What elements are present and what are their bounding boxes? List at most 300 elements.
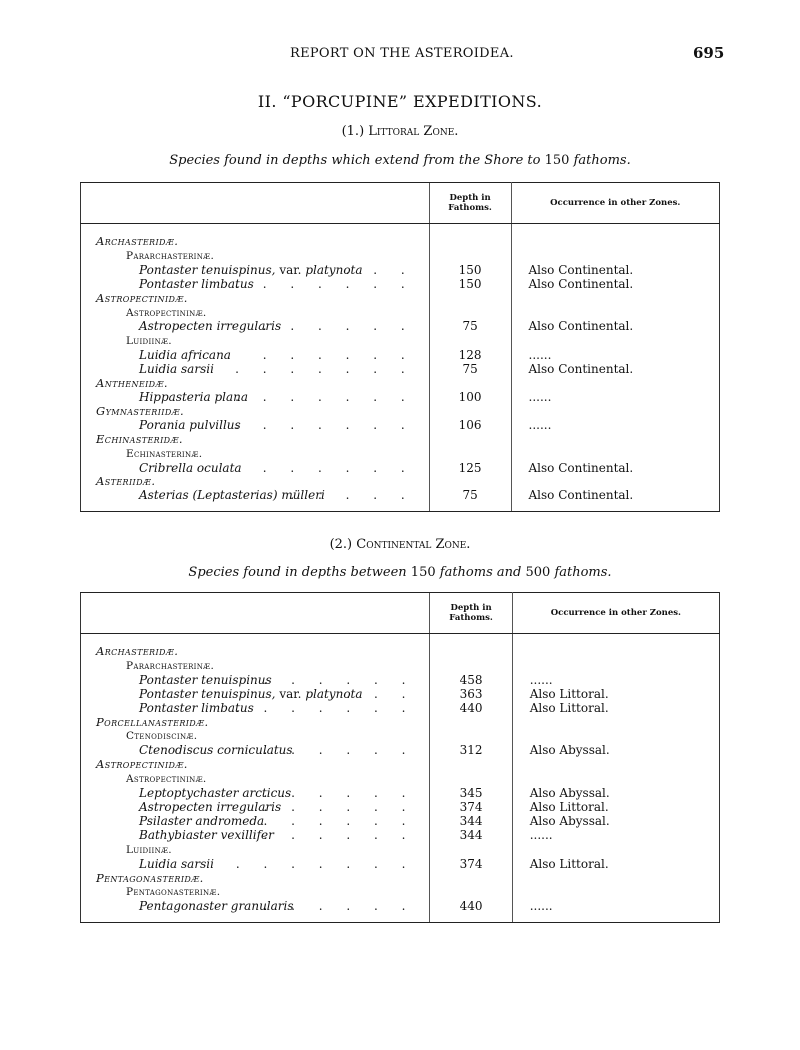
occurrence-cell: [511, 278, 719, 292]
zone1-number: (1.): [341, 124, 365, 139]
name-cell: [81, 744, 430, 758]
name-cell: [81, 729, 430, 744]
species-row: [81, 787, 720, 801]
depth-value: 100: [458, 389, 482, 404]
name-cell: [81, 659, 430, 674]
occurrence-column-header: Occurrence in other Zones.: [511, 183, 719, 224]
species-binomial: Astropecten irregularis: [139, 319, 282, 334]
species-row: [81, 815, 720, 829]
depth-value: 75: [462, 362, 478, 377]
name-cell: [81, 858, 430, 872]
continental-table-body: [81, 634, 720, 923]
species-binomial: Pontaster tenuispinus: [139, 672, 272, 687]
zone2-number: (2.): [329, 537, 353, 552]
species-name: [81, 673, 272, 687]
depth-cell: [429, 489, 511, 503]
family-name: Echinasteridæ.: [96, 431, 183, 446]
zone2-title: [0, 537, 800, 552]
depth-cell: [429, 334, 511, 349]
occurrence-cell: [511, 391, 719, 405]
depth-value: 125: [458, 460, 482, 475]
name-cell: [81, 363, 430, 377]
family-row: [81, 235, 720, 249]
species-binomial: Ctenodiscus corniculatus: [139, 743, 293, 758]
dot-leader: . . . . . .: [263, 672, 416, 687]
occurrence-cell: [511, 377, 719, 391]
species-row: [81, 363, 720, 377]
end-cell: [512, 914, 719, 923]
subfamily-row: [81, 772, 720, 787]
name-cell: [81, 264, 430, 278]
subfamily-name: Astropectininæ.: [126, 306, 207, 319]
zone2-caption-part2: fathoms and: [439, 565, 522, 580]
species-binomial: Luidia sarsii: [139, 362, 214, 377]
dot-leader: . . . . . .: [263, 786, 416, 801]
occurrence-cell: [511, 249, 719, 264]
zone2-name: Continental Zone.: [356, 537, 471, 552]
spacer-cell: [511, 224, 719, 236]
species-name: [81, 899, 294, 913]
species-row: [81, 419, 720, 433]
family-name: Astropectinidæ.: [96, 757, 188, 772]
depth-cell: [430, 645, 512, 659]
occurrence-cell: [511, 489, 719, 503]
occurrence-value: Also Continental.: [528, 276, 634, 291]
depth-cell: [429, 278, 511, 292]
species-name: [81, 277, 254, 291]
species-name: [81, 362, 214, 376]
depth-header-line2: Fathoms.: [448, 203, 492, 213]
spacer-cell: [512, 634, 719, 646]
variety-label: var.: [279, 686, 302, 701]
depth-cell: [430, 815, 512, 829]
occurrence-cell: [512, 645, 719, 659]
subfamily-row: [81, 249, 720, 264]
name-cell: [81, 716, 430, 730]
dot-leader: . . . . . . .: [235, 389, 415, 404]
dot-leader: . . . . . .: [262, 348, 415, 363]
family-row: [81, 758, 720, 772]
zone2-caption-part1: Species found in depths between: [188, 565, 407, 580]
occurrence-cell: [512, 674, 719, 688]
depth-cell: [430, 772, 512, 787]
name-cell: [81, 278, 430, 292]
species-binomial: Pentagonaster granularis: [139, 899, 294, 914]
subfamily-row: [81, 334, 720, 349]
species-name: [81, 828, 274, 842]
table-header-row: [81, 593, 720, 634]
depth-cell: [429, 447, 511, 462]
name-cell: [81, 419, 430, 433]
species-column-header: [81, 593, 430, 634]
depth-header-line1: Depth in: [450, 603, 492, 613]
subfamily-row: [81, 843, 720, 858]
occurrence-value: ......: [528, 389, 552, 404]
subfamily-name: Luidiinæ.: [126, 843, 172, 856]
dot-leader: . . . . . . .: [235, 856, 416, 871]
depth-value: 345: [459, 786, 483, 801]
occurrence-value: Also Abyssal.: [529, 786, 610, 801]
continental-zone-table: [80, 592, 720, 923]
occurrence-cell: [511, 292, 719, 306]
name-cell: [81, 292, 430, 306]
occurrence-cell: [512, 772, 719, 787]
species-name: [81, 814, 264, 828]
species-binomial: Leptoptychaster arcticus: [139, 786, 292, 801]
dot-leader: . . . . . .: [263, 899, 416, 914]
depth-cell: [429, 391, 511, 405]
occurrence-value: ......: [528, 348, 552, 363]
family-row: [81, 377, 720, 391]
occurrence-cell: [512, 843, 719, 858]
name-cell: [81, 306, 430, 321]
occurrence-value: Also Continental.: [528, 362, 634, 377]
depth-cell: [429, 405, 511, 419]
zone2-caption-num2: 500: [525, 565, 551, 580]
end-cell: [429, 503, 511, 512]
species-row: [81, 278, 720, 292]
species-row: [81, 349, 720, 363]
name-cell: [81, 320, 430, 334]
name-cell: [81, 462, 430, 476]
occurrence-cell: [512, 829, 719, 843]
species-binomial: Luidia africana: [139, 348, 231, 363]
occurrence-value: Also Abyssal.: [529, 743, 610, 758]
occurrence-value: Also Abyssal.: [529, 813, 610, 828]
family-row: [81, 872, 720, 886]
depth-value: 128: [458, 348, 482, 363]
occurrence-cell: [511, 363, 719, 377]
subfamily-row: [81, 306, 720, 321]
name-cell: [81, 688, 430, 702]
species-row: [81, 391, 720, 405]
occurrence-cell: [511, 264, 719, 278]
species-binomial: Bathybiaster vexillifer: [139, 827, 274, 842]
occurrence-value: ......: [529, 672, 553, 687]
name-cell: [81, 885, 430, 900]
occurrence-value: Also Continental.: [528, 262, 634, 277]
occurrence-cell: [512, 900, 719, 914]
species-name: [81, 857, 214, 871]
zone1-title: [0, 124, 800, 139]
depth-cell: [429, 249, 511, 264]
depth-value: 363: [459, 686, 483, 701]
depth-value: 458: [459, 672, 483, 687]
occurrence-cell: [512, 815, 719, 829]
occurrence-value: ......: [529, 827, 553, 842]
family-name: Archasteridæ.: [96, 234, 179, 248]
species-row: [81, 744, 720, 758]
dot-leader: . . . . . . .: [235, 276, 415, 291]
species-name: [81, 800, 281, 814]
dot-leader: . . . . . . .: [235, 700, 416, 715]
depth-cell: [429, 235, 511, 249]
depth-column-header: [430, 593, 512, 634]
occurrence-cell: [512, 729, 719, 744]
dot-leader: . . . . . . .: [235, 362, 415, 377]
end-cell: [81, 914, 430, 923]
species-binomial: Pontaster limbatus: [139, 276, 254, 291]
occurrence-value: ......: [529, 899, 553, 914]
dot-leader: . . .: [346, 686, 416, 701]
family-name: Gymnasteriidæ.: [96, 403, 185, 418]
occurrence-cell: [511, 349, 719, 363]
subfamily-name: Astropectininæ.: [126, 773, 207, 786]
species-row: [81, 858, 720, 872]
end-row: [81, 914, 720, 923]
occurrence-cell: [512, 716, 719, 730]
depth-cell: [429, 462, 511, 476]
family-row: [81, 405, 720, 419]
depth-value: 75: [462, 488, 478, 503]
name-cell: [81, 843, 430, 858]
occurrence-cell: [511, 433, 719, 447]
family-name: Pentagonasteridæ.: [96, 870, 204, 885]
depth-value: 374: [459, 856, 483, 871]
dot-leader: . . . . . .: [263, 813, 416, 828]
name-cell: [81, 334, 430, 349]
depth-cell: [430, 801, 512, 815]
occurrence-value: Also Littoral.: [529, 686, 609, 701]
zone1-name: Littoral Zone.: [368, 124, 459, 139]
zone2-caption-part3: fathoms.: [554, 565, 612, 580]
species-name: [81, 263, 363, 277]
name-cell: [81, 702, 430, 716]
occurrence-cell: [512, 872, 719, 886]
occurrence-cell: [512, 787, 719, 801]
dot-leader: . . .: [345, 262, 415, 277]
dot-leader: . . . . .: [290, 488, 415, 503]
occurrence-value: ......: [528, 417, 552, 432]
occurrence-cell: [511, 419, 719, 433]
subfamily-name: Pararchasterinæ.: [126, 659, 215, 672]
species-row: [81, 829, 720, 843]
species-row: [81, 801, 720, 815]
occurrence-value: Also Littoral.: [529, 700, 609, 715]
species-binomial: Pontaster tenuispinus,: [139, 262, 276, 277]
species-row: [81, 688, 720, 702]
name-cell: [81, 829, 430, 843]
family-row: [81, 292, 720, 306]
family-name: Antheneidæ.: [96, 376, 168, 391]
depth-header-line1: Depth in: [449, 193, 491, 203]
occurrence-cell: [511, 334, 719, 349]
subfamily-name: Pentagonasterinæ.: [126, 886, 221, 899]
species-row: [81, 674, 720, 688]
species-row: [81, 264, 720, 278]
species-binomial: Pontaster limbatus: [139, 700, 254, 715]
occurrence-cell: [512, 702, 719, 716]
littoral-table-body: [81, 224, 720, 512]
occurrence-value: Also Littoral.: [529, 799, 609, 814]
subfamily-row: [81, 885, 720, 900]
end-cell: [430, 914, 512, 923]
family-name: Porcellanasteridæ.: [96, 714, 209, 729]
subfamily-name: Luidiinæ.: [126, 335, 172, 348]
end-cell: [511, 503, 719, 512]
family-name: Astropectinidæ.: [96, 290, 188, 305]
depth-value: 106: [458, 417, 482, 432]
variety-label: var.: [279, 262, 302, 277]
zone2-caption-num1: 150: [410, 565, 436, 580]
species-row: [81, 462, 720, 476]
page-header: [0, 40, 800, 64]
species-binomial: Asterias (Leptasterias) mülleri: [139, 488, 325, 503]
name-cell: [81, 235, 430, 249]
depth-cell: [429, 306, 511, 321]
depth-cell: [429, 363, 511, 377]
species-row: [81, 489, 720, 503]
family-row: [81, 475, 720, 489]
depth-cell: [430, 872, 512, 886]
dot-leader: . . . . . .: [263, 799, 416, 814]
species-binomial: Cribrella oculata: [139, 460, 242, 475]
occurrence-value: Also Continental.: [528, 488, 634, 503]
subfamily-name: Pararchasterinæ.: [126, 249, 215, 262]
table-header-row: [81, 183, 720, 224]
name-cell: [81, 433, 430, 447]
name-cell: [81, 475, 430, 489]
family-name: Asteriidæ.: [96, 474, 156, 489]
depth-value: 344: [459, 827, 483, 842]
family-name: Archasteridæ.: [96, 644, 179, 658]
species-name: [81, 461, 242, 475]
depth-value: 344: [459, 813, 483, 828]
species-row: [81, 900, 720, 914]
depth-cell: [430, 829, 512, 843]
depth-cell: [430, 702, 512, 716]
zone1-caption-part1: Species found in depths which extend from the Shore to: [169, 153, 541, 168]
species-row: [81, 702, 720, 716]
depth-cell: [430, 716, 512, 730]
species-name: [81, 786, 291, 800]
depth-value: 75: [462, 319, 478, 334]
depth-value: 312: [459, 743, 483, 758]
occurrence-cell: [512, 659, 719, 674]
dot-leader: . . . . . .: [263, 827, 416, 842]
subfamily-name: Echinasterinæ.: [126, 447, 203, 460]
zone2-caption: [0, 565, 800, 580]
zone1-caption: [0, 153, 800, 168]
dot-leader: . . . . . .: [262, 460, 415, 475]
species-binomial: Luidia sarsii: [139, 856, 214, 871]
species-row: [81, 320, 720, 334]
name-cell: [81, 391, 430, 405]
running-head: REPORT ON THE ASTEROIDEA.: [290, 46, 514, 61]
depth-cell: [429, 433, 511, 447]
depth-cell: [429, 377, 511, 391]
zone1-caption-num: 150: [544, 153, 570, 168]
name-cell: [81, 815, 430, 829]
species-name: [81, 418, 241, 432]
name-cell: [81, 674, 430, 688]
name-cell: [81, 249, 430, 264]
occurrence-cell: [512, 858, 719, 872]
name-cell: [81, 447, 430, 462]
species-name: [81, 319, 281, 333]
depth-cell: [430, 885, 512, 900]
depth-value: 440: [459, 700, 483, 715]
dot-leader: . . . . . .: [263, 743, 416, 758]
name-cell: [81, 489, 430, 503]
variety-name: platynota: [305, 686, 363, 701]
depth-cell: [430, 787, 512, 801]
spacer-cell: [430, 634, 512, 646]
depth-cell: [430, 729, 512, 744]
species-name: [81, 390, 248, 404]
depth-cell: [430, 744, 512, 758]
occurrence-column-header: Occurrence in other Zones.: [512, 593, 719, 634]
occurrence-value: Also Continental.: [528, 460, 634, 475]
depth-cell: [429, 292, 511, 306]
family-row: [81, 433, 720, 447]
species-name: [81, 701, 254, 715]
species-binomial: Psilaster andromeda: [139, 813, 265, 828]
species-column-header: [81, 183, 430, 224]
depth-cell: [430, 758, 512, 772]
depth-value: 440: [459, 899, 483, 914]
species-binomial: Pontaster tenuispinus,: [139, 686, 276, 701]
occurrence-cell: [511, 475, 719, 489]
name-cell: [81, 377, 430, 391]
species-name: [81, 488, 325, 502]
species-binomial: Hippasteria plana: [139, 389, 249, 404]
depth-header-line2: Fathoms.: [449, 613, 493, 623]
depth-cell: [430, 858, 512, 872]
zone1-caption-part2: fathoms.: [573, 153, 631, 168]
depth-cell: [430, 688, 512, 702]
occurrence-cell: [512, 744, 719, 758]
depth-cell: [430, 900, 512, 914]
occurrence-cell: [512, 688, 719, 702]
occurrence-cell: [511, 405, 719, 419]
name-cell: [81, 772, 430, 787]
littoral-zone-table: [80, 182, 720, 512]
occurrence-value: Also Littoral.: [529, 856, 609, 871]
name-cell: [81, 349, 430, 363]
occurrence-cell: [511, 447, 719, 462]
occurrence-cell: [512, 801, 719, 815]
end-row: [81, 503, 720, 512]
depth-value: 374: [459, 799, 483, 814]
page-number: 695: [693, 44, 725, 62]
occurrence-cell: [512, 885, 719, 900]
occurrence-cell: [511, 235, 719, 249]
family-row: [81, 645, 720, 659]
species-binomial: Porania pulvillus: [139, 417, 241, 432]
species-name: [81, 743, 293, 757]
depth-cell: [429, 264, 511, 278]
subfamily-row: [81, 729, 720, 744]
occurrence-cell: [511, 320, 719, 334]
dot-leader: . . . . . .: [262, 319, 415, 334]
species-name: [81, 348, 231, 362]
depth-cell: [430, 674, 512, 688]
variety-name: platynota: [305, 262, 363, 277]
section-title: II. “PORCUPINE” EXPEDITIONS.: [257, 92, 543, 111]
occurrence-cell: [511, 462, 719, 476]
species-name: [81, 687, 363, 701]
name-cell: [81, 645, 430, 659]
name-cell: [81, 758, 430, 772]
name-cell: [81, 900, 430, 914]
subfamily-row: [81, 447, 720, 462]
depth-cell: [430, 843, 512, 858]
family-row: [81, 716, 720, 730]
name-cell: [81, 872, 430, 886]
species-binomial: Astropecten irregularis: [139, 799, 282, 814]
depth-cell: [429, 349, 511, 363]
